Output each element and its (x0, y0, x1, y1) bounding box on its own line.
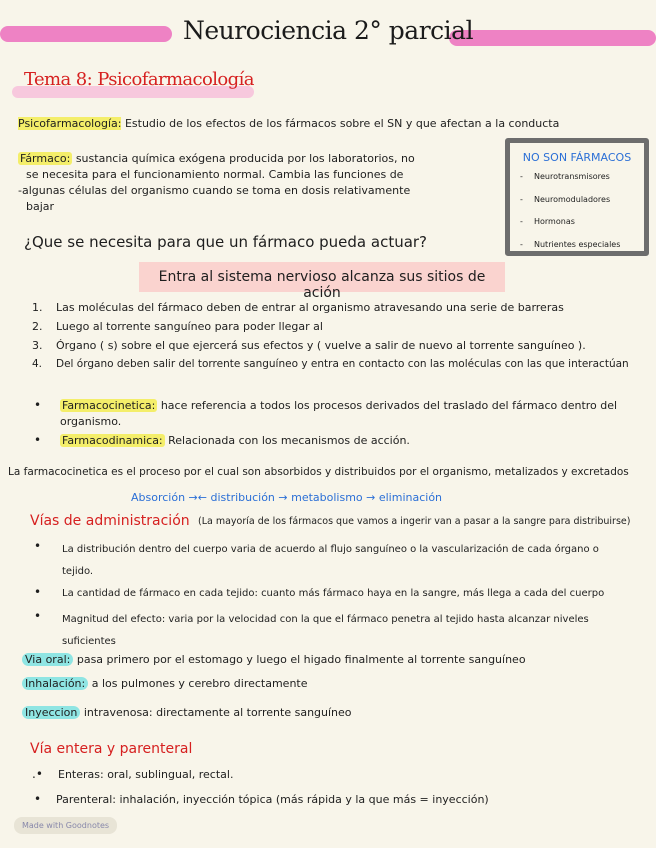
def-text: bajar (26, 200, 55, 213)
question-heading: ¿Que se necesita para que un fármaco pueda actuar? (24, 233, 428, 251)
section-title: Tema 8: Psicofarmacología (24, 69, 254, 90)
bullet-dot: • (34, 433, 42, 447)
bullet-dot: • (34, 609, 42, 623)
box-title: NO SON FÁRMACOS (522, 151, 632, 164)
farmacocinetica-item: Farmacocinetica: hace referencia a todos los procesos derivados del traslado del fármaco dentro del organismo. (60, 399, 618, 428)
step-item: 2. Luego al torrente sanguíneo para poder llegar al (32, 320, 323, 333)
farmacocinetica-definition: La farmacocinetica es el proceso por el cual son absorbidos y distribuidos por el organismo, metalizados y excretados (8, 466, 629, 478)
via-entera-item: Parenteral: inhalación, inyección tópica (más rápida y la que más = inyección) (56, 793, 489, 806)
via-inhalacion: Inhalación: a los pulmones y cerebro directamente (22, 676, 642, 692)
bullet-dot: • (34, 585, 42, 599)
step-item: 4. Del órgano deben salir del torrente sanguíneo y entra en contacto con las moléculas con las que interactúan (32, 358, 629, 370)
def-farmaco (18, 151, 428, 215)
via-oral: Via oral: pasa primero por el estomago y luego el higado finalmente al torrente sanguíneo (22, 652, 642, 668)
callout-box (139, 262, 505, 301)
step-item: 1. Las moléculas del fármaco deben de entrar al organismo atravesando una serie de barreras (32, 301, 564, 314)
bullet-dot: • (34, 398, 42, 412)
def-text: sustancia química exógena producida por los laboratorios, no (75, 152, 415, 165)
def-text: Estudio de los efectos de los fármacos sobre el SN y que afectan a la conducta (124, 117, 560, 130)
step-item: 3. Órgano ( s) sobre el que ejercerá sus efectos y ( vuelve a salir de nuevo al torrente sanguíneo ). (32, 339, 586, 352)
term: Via oral: (22, 653, 73, 666)
def-text: se necesita para el funcionamiento normal. Cambia las funciones de (26, 168, 404, 181)
box-item: - Hormonas (520, 217, 575, 226)
vias-bullet: Magnitud del efecto: varia por la velocidad con la que el fármaco penetra al tejido hasta alcanzar niveles suficientes (62, 614, 589, 647)
vias-bullet: La cantidad de fármaco en cada tejido: cuanto más fármaco haya en la sangre, más llega a cada del cuerpo (62, 588, 605, 599)
def-term: Fármaco: (20, 152, 71, 165)
page-title: Neurociencia 2° parcial (182, 16, 474, 45)
box-item: - Neurotransmisores (520, 172, 610, 181)
bullet-dot: .• (32, 767, 43, 781)
vias-title: Vías de administración (30, 513, 190, 529)
term: Inyeccion (22, 706, 80, 719)
bullet-dot: • (34, 539, 42, 553)
farmacodinamica-item: Farmacodinamica: Relacionada con los mecanismos de acción. (62, 434, 410, 447)
term: Farmacocinetica: (62, 399, 156, 412)
def-text: -algunas células del organismo cuando se toma en dosis relativamente (18, 184, 411, 197)
no-farmacos-box (505, 138, 649, 256)
vias-bullet: La distribución dentro del cuerpo varia de acuerdo al flujo sanguíneo o la vascularización de cada órgano o tejido. (62, 544, 599, 577)
def-psicofarmacologia (18, 116, 648, 132)
goodnotes-watermark: Made with Goodnotes (14, 817, 117, 834)
callout-text: Entra al sistema nervioso alcanza sus sitios de ación (158, 269, 486, 301)
vias-note: (La mayoría de los fármacos que vamos a ingerir van a pasar a la sangre para distribuirse) (198, 516, 631, 527)
def-term: Psicofarmacología: (18, 117, 122, 130)
term: Inhalación: (22, 677, 88, 690)
bullet-dot: • (34, 792, 42, 806)
via-entera-title: Vía entera y parenteral (30, 741, 193, 757)
via-inyeccion: Inyeccion intravenosa: directamente al torrente sanguíneo (22, 705, 642, 721)
box-item: - Nutrientes especiales (520, 240, 621, 249)
term: Farmacodinamica: (62, 434, 163, 447)
via-entera-item: Enteras: oral, sublingual, rectal. (58, 768, 234, 781)
box-item: - Neuromoduladores (520, 195, 611, 204)
process-flow: Absorción →← distribución → metabolismo → eliminación (131, 491, 443, 504)
